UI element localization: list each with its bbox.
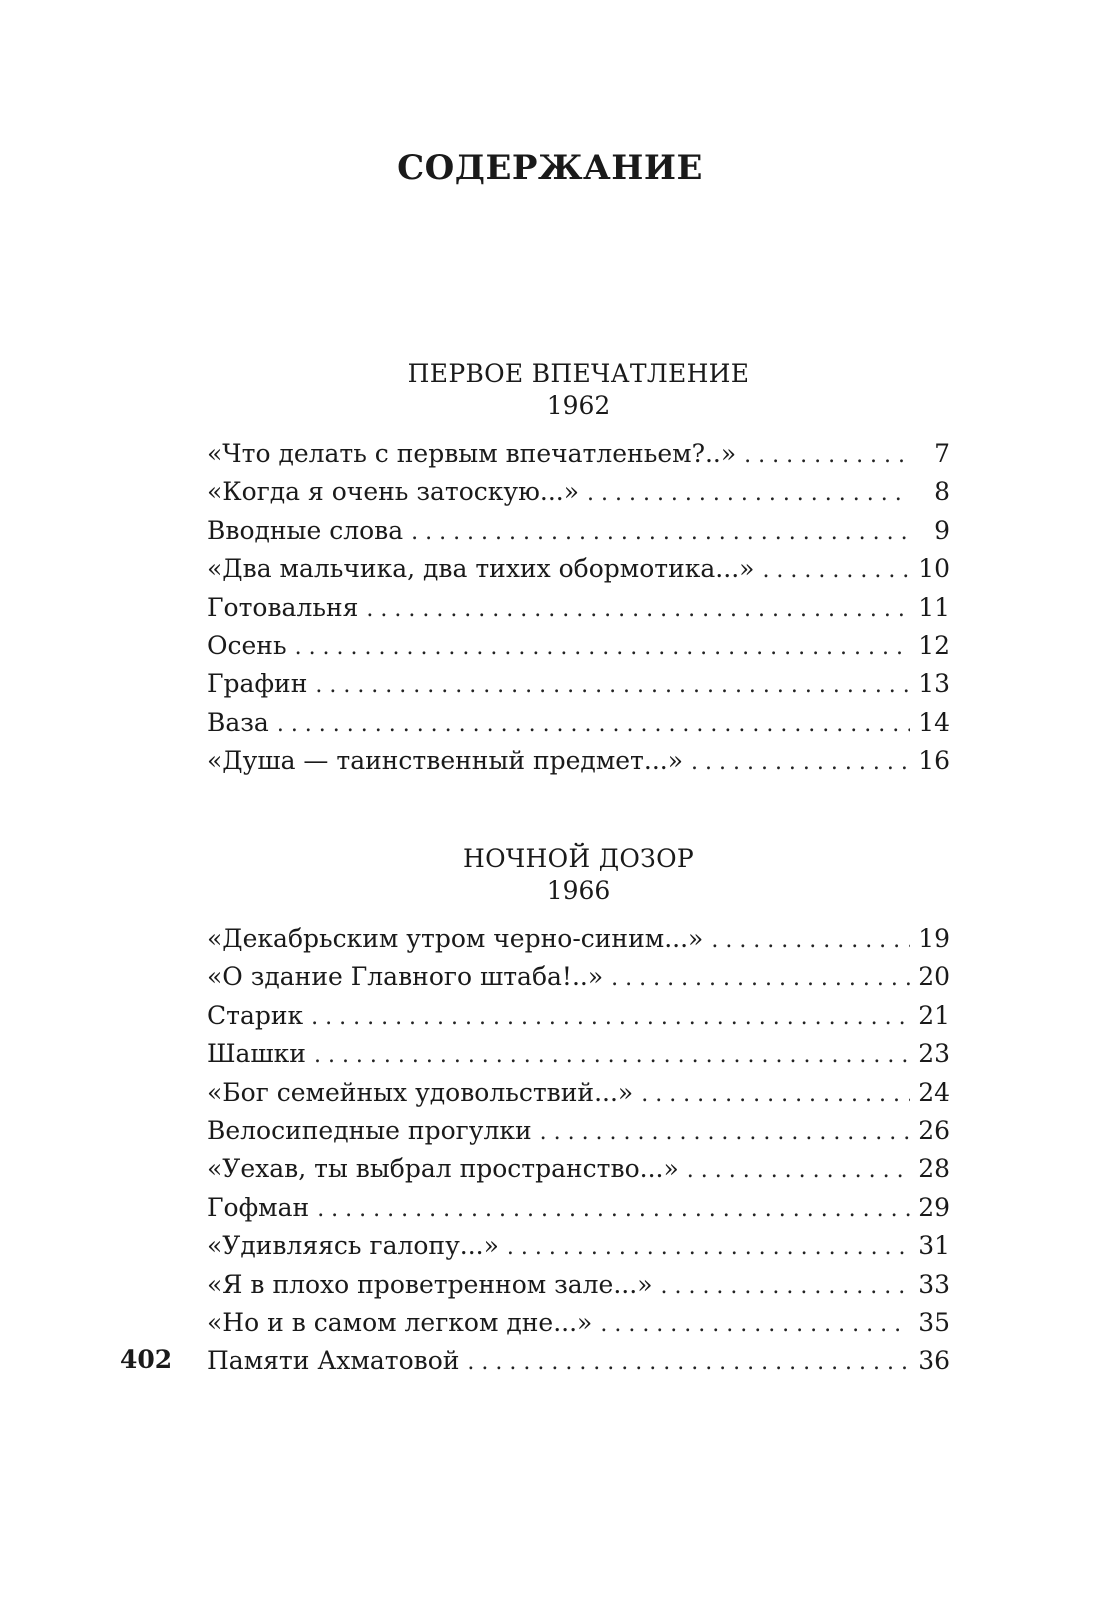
toc-entry bbox=[207, 997, 950, 1035]
toc-entry-title: «Но и в самом легком дне...» bbox=[207, 1307, 593, 1337]
toc-entry-title: «Когда я очень затоскую...» bbox=[207, 477, 580, 507]
dot-leader bbox=[744, 437, 910, 475]
toc-entry bbox=[207, 473, 950, 511]
dot-leader bbox=[314, 1037, 910, 1075]
dot-leader bbox=[277, 706, 910, 744]
dot-leader bbox=[295, 629, 910, 667]
toc-entry-page: 20 bbox=[918, 962, 950, 992]
dot-leader bbox=[660, 1268, 910, 1306]
toc-entry-title: Готовальня bbox=[207, 592, 359, 622]
dot-leader bbox=[540, 1114, 910, 1152]
toc-entry-page: 36 bbox=[918, 1346, 950, 1376]
toc-entry bbox=[207, 742, 950, 780]
toc-entry-page: 24 bbox=[918, 1077, 950, 1107]
toc-entry bbox=[207, 1342, 950, 1380]
toc-entry-title: Вводные слова bbox=[207, 515, 404, 545]
dot-leader bbox=[587, 475, 910, 513]
toc-entry bbox=[207, 958, 950, 996]
toc-entry-title: Велосипедные прогулки bbox=[207, 1115, 532, 1145]
toc-entry bbox=[207, 627, 950, 665]
toc-entry bbox=[207, 1266, 950, 1304]
toc-entry bbox=[207, 435, 950, 473]
section-year: 1962 bbox=[546, 391, 611, 420]
toc-entry-page: 33 bbox=[918, 1269, 950, 1299]
section-night-watch bbox=[207, 842, 950, 1381]
toc-entry bbox=[207, 1304, 950, 1342]
toc-entry-page: 23 bbox=[918, 1039, 950, 1069]
toc-entry-title: Памяти Ахматовой bbox=[207, 1346, 460, 1376]
toc-entry-title: «Уехав, ты выбрал пространство...» bbox=[207, 1154, 679, 1184]
dot-leader bbox=[762, 552, 910, 590]
toc-entry-page: 21 bbox=[918, 1000, 950, 1030]
toc-entry-title: Ваза bbox=[207, 707, 269, 737]
toc-list bbox=[207, 920, 950, 1381]
dot-leader bbox=[711, 922, 910, 960]
section-title: ПЕРВОЕ ВПЕЧАТЛЕНИЕ bbox=[407, 359, 750, 388]
toc-entry bbox=[207, 1112, 950, 1150]
toc-entry-title: «Что делать с первым впечатленьем?..» bbox=[207, 439, 737, 468]
toc-entry-title: «О здание Главного штаба!..» bbox=[207, 962, 604, 992]
toc-entry bbox=[207, 920, 950, 958]
dot-leader bbox=[691, 744, 910, 782]
section-title: НОЧНОЙ ДОЗОР bbox=[463, 844, 694, 873]
toc-entry bbox=[207, 512, 950, 550]
toc-entry-page: 16 bbox=[918, 746, 950, 776]
dot-leader bbox=[507, 1229, 910, 1267]
toc-entry bbox=[207, 1189, 950, 1227]
toc-entry bbox=[207, 665, 950, 703]
toc-entry-title: «Я в плохо проветренном зале...» bbox=[207, 1269, 653, 1299]
toc-entry-page: 10 bbox=[918, 554, 950, 584]
section-year: 1966 bbox=[546, 876, 611, 905]
dot-leader bbox=[600, 1306, 910, 1344]
toc-entry-page: 19 bbox=[918, 924, 950, 953]
toc-entry bbox=[207, 1035, 950, 1073]
toc-entry-title: «Декабрьским утром черно-синим...» bbox=[207, 924, 704, 953]
toc-entry-page: 35 bbox=[918, 1307, 950, 1337]
toc-entry-title: Гофман bbox=[207, 1192, 310, 1222]
toc-entry-page: 29 bbox=[918, 1192, 950, 1222]
toc-entry-title: Графин bbox=[207, 669, 308, 699]
section-first-impression bbox=[207, 357, 950, 781]
toc-entry bbox=[207, 1074, 950, 1112]
toc-entry-page: 26 bbox=[918, 1115, 950, 1145]
toc-entry bbox=[207, 704, 950, 742]
toc-entry-page: 12 bbox=[918, 630, 950, 660]
toc-entry bbox=[207, 1150, 950, 1188]
toc-entry-title: Шашки bbox=[207, 1039, 306, 1069]
toc-entry bbox=[207, 1227, 950, 1265]
toc-entry-title: «Бог семейных удовольствий...» bbox=[207, 1077, 634, 1107]
toc-entry-page: 13 bbox=[918, 669, 950, 699]
dot-leader bbox=[467, 1344, 910, 1382]
dot-leader bbox=[611, 960, 910, 998]
toc-entry-title: «Удивляясь галопу...» bbox=[207, 1231, 499, 1261]
dot-leader bbox=[641, 1076, 910, 1114]
toc-entry-page: 14 bbox=[918, 707, 950, 737]
toc-list bbox=[207, 435, 950, 781]
toc-entry-page: 7 bbox=[934, 439, 950, 468]
dot-leader bbox=[687, 1152, 910, 1190]
toc-entry-page: 11 bbox=[918, 592, 950, 622]
dot-leader bbox=[366, 591, 910, 629]
toc-entry-page: 8 bbox=[934, 477, 950, 507]
page-number: 402 bbox=[120, 1345, 173, 1374]
toc-entry-title: Старик bbox=[207, 1000, 304, 1030]
dot-leader bbox=[317, 1191, 910, 1229]
page-title: СОДЕРЖАНИЕ bbox=[397, 148, 703, 188]
toc-entry bbox=[207, 550, 950, 588]
dot-leader bbox=[315, 667, 910, 705]
dot-leader bbox=[411, 514, 910, 552]
toc-entry-title: Осень bbox=[207, 630, 287, 660]
toc-entry bbox=[207, 589, 950, 627]
toc-entry-page: 28 bbox=[918, 1154, 950, 1184]
dot-leader bbox=[311, 999, 910, 1037]
toc-entry-title: «Два мальчика, два тихих обормотика...» bbox=[207, 554, 755, 584]
toc-entry-page: 31 bbox=[918, 1231, 950, 1261]
toc-entry-title: «Душа — таинственный предмет...» bbox=[207, 746, 684, 776]
toc-entry-page: 9 bbox=[934, 515, 950, 545]
